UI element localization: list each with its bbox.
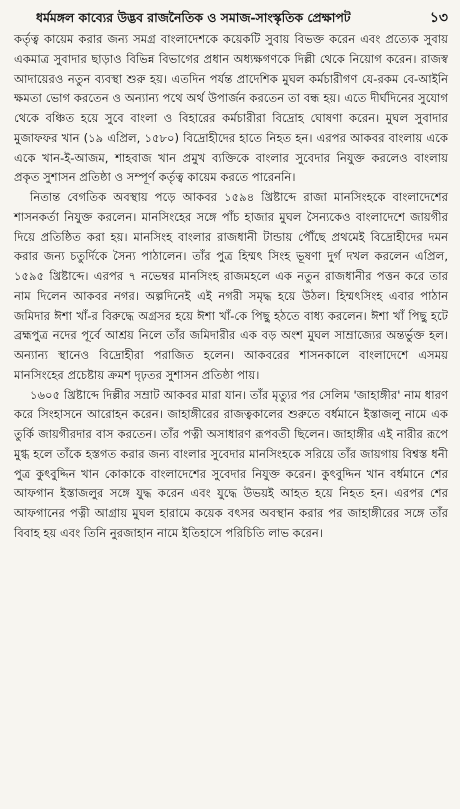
paragraph: কর্তৃত্ব কায়েম করার জন্য সমগ্র বাংলাদেশকে কয়েকটি সুবায় বিভক্ত করেন এবং প্রত্যেক সুবায় একমাত্র সুবাদার ছাড়াও বিভিন্ন বিভাগের প্রধান অধ্যক্ষগণকে দিল্লী থেকে নিয়োগ করেন। রাজস্ব আদায়েরও নতুন ব্যবস্থা শুরু হয়। এতদিন পর্যন্ত প্রাদেশিক মুঘল কর্মচারীগণ যে-রকম বে-আইনি ক্ষমতা ভোগ করতেন ও অন্যান্য পথে অর্থ উপার্জন করতেন তা বন্ধ হয়। এতে দীর্ঘদিনের সুযোগ থেকে বঞ্চিত হয়ে সুবে বাংলা ও বিহারের কর্মচারীরা বিদ্রোহ ঘোষণা করেন। মুঘল সুবাদার মুজাফফর খান (১৯ এপ্রিল, ১৫৮০) বিদ্রোহীদের হাতে নিহত হন। এরপর আকবর বাংলায় একে একে খান-ই-আজম, শাহবাজ খান প্রমুখ ব্যক্তিকে বাংলার সুবেদার নিযুক্ত করলেও বাংলায় প্রকৃত সুশাসন প্রতিষ্ঠা ও সম্পূর্ণ কর্তৃত্ব কায়েম করতে পারেননি। xyxy=(14,32,448,185)
page-number: ১৩ xyxy=(429,10,448,26)
paragraph: নিতান্ত বেগতিক অবস্থায় পড়ে আকবর ১৫৯৪ খ্রিষ্টাব্দে রাজা মানসিংহকে বাংলাদেশের শাসনকর্তা নিযুক্ত করলেন। মানসিংহের সঙ্গে পাঁচ হাজার মুঘল সৈন্যকেও বাংলাদেশে জায়গীর দিয়ে প্রতিষ্ঠিত করা হয়। মানসিংহ বাংলার রাজধানী টান্ডায় পৌঁছে প্রথমেই বিদ্রোহীদের দমন করার জন্য চতুর্দিকে সৈন্য পাঠালেন। তাঁর পুত্র হিম্মৎ সিংহ ভূষণা দুর্গ দখল করলেন এপ্রিল, ১৫৯৫ খ্রিষ্টাব্দে। এরপর ৭ নভেম্বর মানসিংহ রাজমহলে এক নতুন রাজধানীর পত্তন করে তার নাম দিলেন আকবর নগর। অল্পদিনেই এই নগরী সমৃদ্ধ হয়ে উঠল। হিম্মৎসিংহ এবার পাঠান জমিদার ঈশা খাঁ-র বিরুদ্ধে অগ্রসর হয়ে ঈশা খাঁ-কে পিছু হঠতে বাধ্য করলেন। ঈশা খাঁ পিছু হটে ব্রহ্মপুত্র নদের পূর্বে আশ্রয় নিলে তাঁর জমিদারীর এক বড় অংশ মুঘল সাম্রাজ্যের অন্তর্ভুক্ত হল। অন্যান্য স্থানেও বিদ্রোহীরা পরাজিত হলেন। আকবরের শাসনকালে বাংলাদেশে এসময় মানসিংহের প্রচেষ্টায় ক্রমশ দৃঢ়তর সুশাসন প্রতিষ্ঠা পায়। xyxy=(14,190,449,382)
paragraph: ১৬০৫ খ্রিষ্টাব্দে দিল্লীর সম্রাট আকবর মারা যান। তাঁর মৃত্যুর পর সেলিম 'জাহাঙ্গীর' নাম ধারণ করে সিংহাসনে আরোহন করেন। জাহাঙ্গীরের রাজত্বকালের শুরুতে বর্ধমানে ইস্তাজলু নামে এক তুর্কি জায়গীরদার বাস করতেন। তাঁর পত্নী অসাধারণ রূপবতী ছিলেন। জাহাঙ্গীর এই নারীর রূপে মুগ্ধ হলে তাঁকে হস্তগত করার জন্য বাংলার সুবেদার মানসিংহকে সরিয়ে তাঁর জায়গায় বিশ্বস্ত ধনী পুত্র কুৎবুদ্দিন খান কোকাকে বাংলাদেশের সুবেদার নিযুক্ত করেন। কুৎবুদ্দিন খান বর্ধমানে শের আফগান ইস্তাজলুর সঙ্গে যুদ্ধ করেন এবং যুদ্ধে উভয়ই আহত হয়ে নিহত হন। এরপর শের আফগানের পত্নী আগ্রায় মুঘল হারামে কয়েক বৎসর অবস্থান করার পর জাহাঙ্গীরের সঙ্গে তাঁর বিবাহ হয় এবং তিনি নুরজাহান নামে ইতিহাসে পরিচিতি লাভ করেন। xyxy=(14,387,448,540)
running-header xyxy=(14,6,448,28)
body-text xyxy=(14,30,448,544)
running-title: ধর্মমঙ্গল কাব্যের উদ্ভব রাজনৈতিক ও সমাজ-সাংস্কৃতিক প্রেক্ষাপট xyxy=(36,10,351,25)
